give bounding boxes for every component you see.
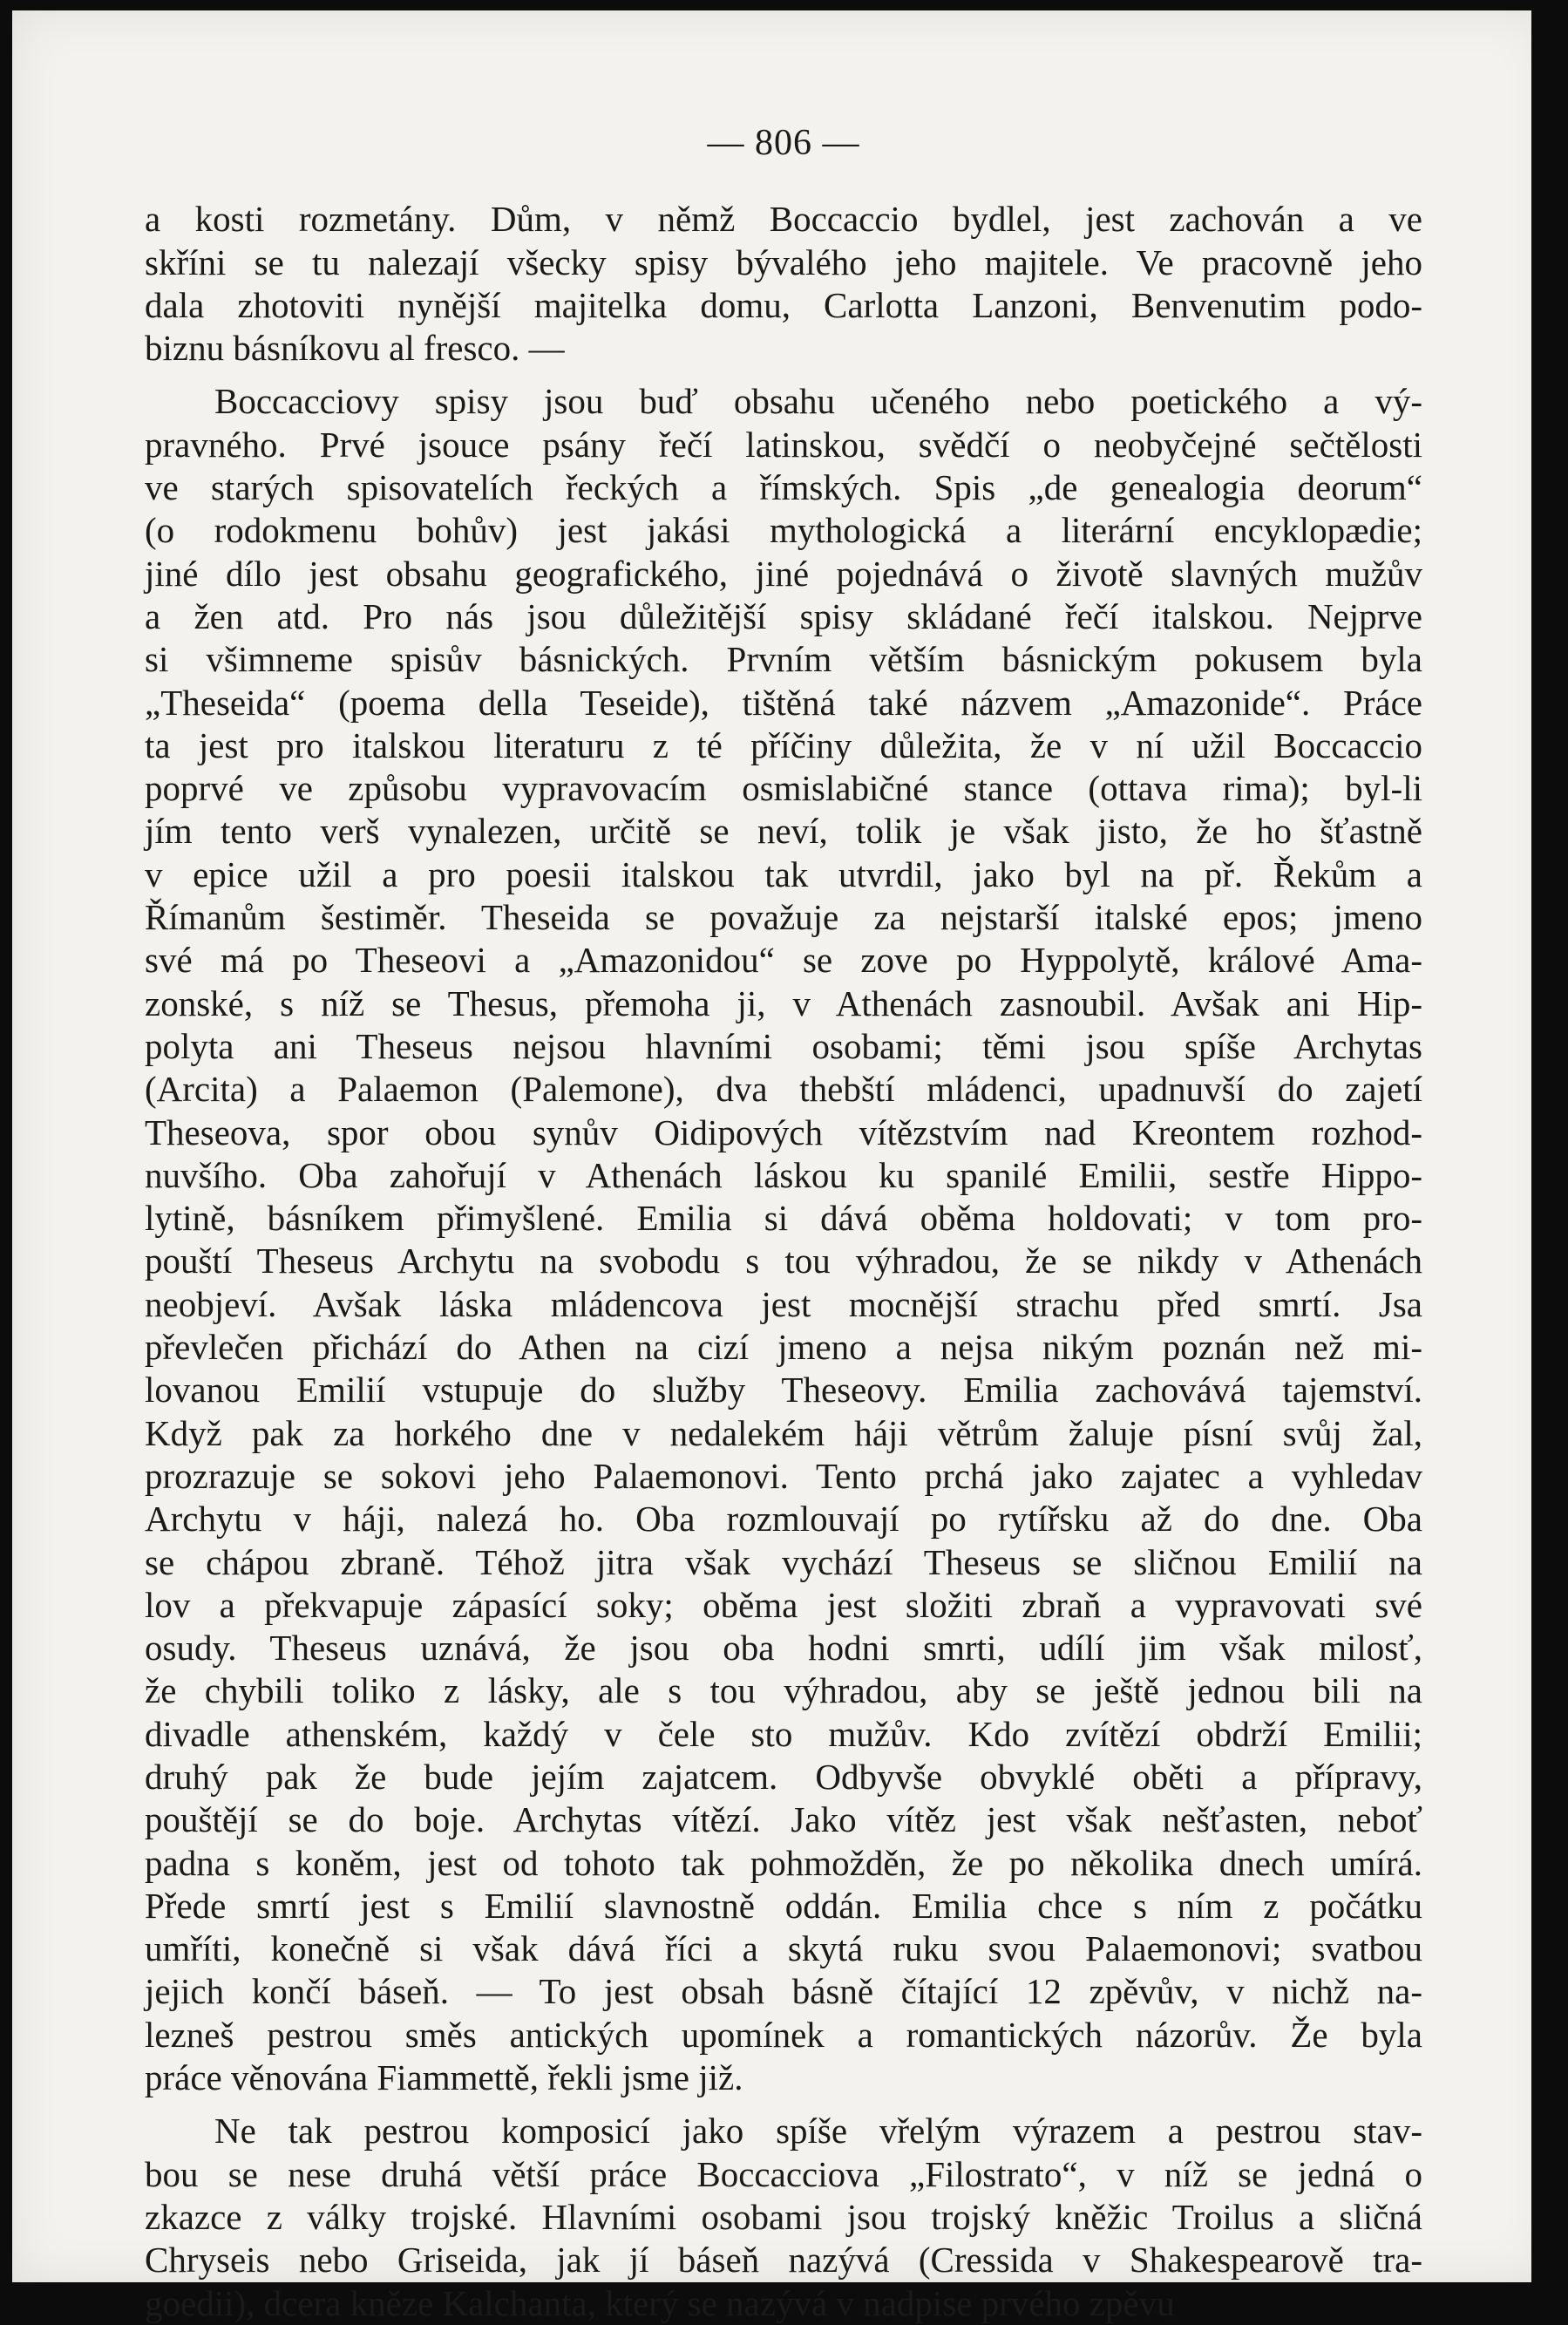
scan-edge [1531,10,1551,2282]
text-line: neobjeví. Avšak láska mládencova jest mocnější strachu před smrtí. Jsa [145,1283,1422,1324]
paragraph-container [145,198,1422,2325]
text-line: (Arcita) a Palaemon (Palemone), dva thebští mládenci, upadnuvší do zajetí [145,1069,1422,1110]
text-line: své má po Theseovi a „Amazonidou“ se zove po Hyppolytě, králové Ama- [145,940,1422,981]
paragraph [145,2110,1422,2324]
text-line: Boccacciovy spisy jsou buď obsahu učeného nebo poetického a vý- [214,381,1422,422]
text-line: divadle athenském, každý v čele sto mužův. Kdo zvítězí obdrží Emilii; [145,1713,1422,1754]
text-line: a kosti rozmetány. Dům, v němž Boccaccio bydlel, jest zachován a ve [145,199,1422,240]
text-line: skříni se tu nalezají všecky spisy bývalého jeho majitele. Ve pracovně jeho [145,241,1422,282]
text-line: lovanou Emilií vstupuje do služby Theseovy. Emilia zachovává tajemství. [145,1370,1422,1411]
text-line: Theseova, spor obou synův Oidipových vítězstvím nad Kreontem rozhod- [145,1112,1422,1152]
text-line: jím tento verš vynalezen, určitě se neví, tolik je však jisto, že ho šťastně [145,811,1422,852]
text-line: převlečen přichází do Athen na cizí jmeno a nejsa nikým poznán než mi- [145,1327,1422,1368]
text-line: Přede smrtí jest s Emilií slavnostně oddán. Emilia chce s ním z počátku [145,1885,1422,1926]
paragraph [145,198,1422,370]
text-line: Římanům šestiměr. Theseida se považuje za nejstarší italské epos; jmeno [145,897,1422,938]
text-line: Když pak za horkého dne v nedalekém háji větrům žaluje písní svůj žal, [145,1412,1422,1453]
text-line: a žen atd. Pro nás jsou důležitější spisy skládané řečí italskou. Nejprve [145,595,1422,636]
text-line: zonské, s níž se Thesus, přemoha ji, v Athenách zasnoubil. Avšak ani Hip- [145,982,1422,1023]
text-line: lezneš pestrou směs antických upomínek a romantických názorův. Že byla [145,2014,1422,2055]
paragraph [145,380,1422,2099]
text-line: jiné dílo jest obsahu geografického, jiné pojednává o životě slavných mužův [145,553,1422,594]
text-line: Archytu v háji, nalezá ho. Oba rozmlouvají po rytířsku až do dne. Oba [145,1499,1422,1540]
text-line: práce věnována Fiammettě, řekli jsme již. [145,2057,743,2098]
page-number: — 806 — [707,123,860,163]
text-line: dala zhotoviti nynější majitelka domu, Carlotta Lanzoni, Benvenutim podo- [145,284,1422,325]
text-line: umříti, konečně si však dává říci a skytá ruku svou Palaemonovi; svatbou [145,1928,1422,1969]
text-line: druhý pak že bude jejím zajatcem. Odbyvše obvyklé oběti a přípravy, [145,1756,1422,1797]
text-line: lytině, básníkem přimyšlené. Emilia si dává oběma holdovati; v tom pro- [145,1198,1422,1239]
text-line: bou se nese druhá větší práce Boccacciova „Filostrato“, v níž se jedná o [145,2153,1422,2194]
page-text [145,122,1422,2325]
text-line: pouští Theseus Archytu na svobodu s tou výhradou, že se nikdy v Athenách [145,1241,1422,1281]
text-line: poprvé ve způsobu vypravovacím osmislabičné stance (ottava rima); byl-li [145,768,1422,809]
text-line: osudy. Theseus uznává, že jsou oba hodni smrti, udílí jim však milosť, [145,1628,1422,1669]
text-line: se chápou zbraně. Téhož jitra však vychází Theseus se sličnou Emilií na [145,1541,1422,1582]
text-line: (o rodokmenu bohův) jest jakási mythologická a literární encyklopædie; [145,510,1422,551]
text-line: pouštějí se do boje. Archytas vítězí. Jako vítěz jest však nešťasten, neboť [145,1799,1422,1840]
text-line: pravného. Prvé jsouce psány řečí latinskou, svědčí o neobyčejné sečtělosti [145,424,1422,465]
text-line: si všimneme spisův básnických. Prvním větším básnickým pokusem byla [145,639,1422,680]
text-line: Chryseis nebo Griseida, jak jí báseň nazývá (Cressida v Shakespearově tra- [145,2240,1422,2281]
text-line: polyta ani Theseus nejsou hlavními osobami; těmi jsou spíše Archytas [145,1025,1422,1066]
text-line: v epice užil a pro poesii italskou tak utvrdil, jako byl na př. Řekům a [145,853,1422,894]
text-line: Ne tak pestrou komposicí jako spíše vřelým výrazem a pestrou stav- [214,2111,1422,2152]
text-line: ve starých spisovatelích řeckých a římských. Spis „de genealogia deorum“ [145,467,1422,508]
text-line: zkazce z války trojské. Hlavními osobami jsou trojský kněžic Troilus a sličná [145,2196,1422,2237]
text-line: lov a překvapuje zápasící soky; oběma jest složiti zbraň a vypravovati své [145,1584,1422,1625]
text-line: goedii), dcera kněze Kalchanta, který se nazývá v nadpise prvého zpěvu [145,2282,1175,2323]
text-line: jejich končí báseň. — To jest obsah básně čítající 12 zpěvův, v nichž na- [145,1971,1422,2012]
text-line: „Theseida“ (poema della Teseide), tištěná také názvem „Amazonide“. Práce [145,682,1422,723]
text-line: biznu básníkovu al fresco. — [145,328,565,369]
text-line: nuvšího. Oba zahořují v Athenách láskou ku spanilé Emilii, sestře Hippo- [145,1154,1422,1195]
page-sheet [12,10,1551,2323]
text-line: ta jest pro italskou literaturu z té příčiny důležita, že v ní užil Boccaccio [145,724,1422,765]
text-line: prozrazuje se sokovi jeho Palaemonovi. Tento prchá jako zajatec a vyhledav [145,1455,1422,1496]
text-line: že chybili toliko z lásky, ale s tou výhradou, aby se ještě jednou bili na [145,1670,1422,1711]
text-line: padna s koněm, jest od tohoto tak pohmožděn, že po několika dnech umírá. [145,1842,1422,1883]
